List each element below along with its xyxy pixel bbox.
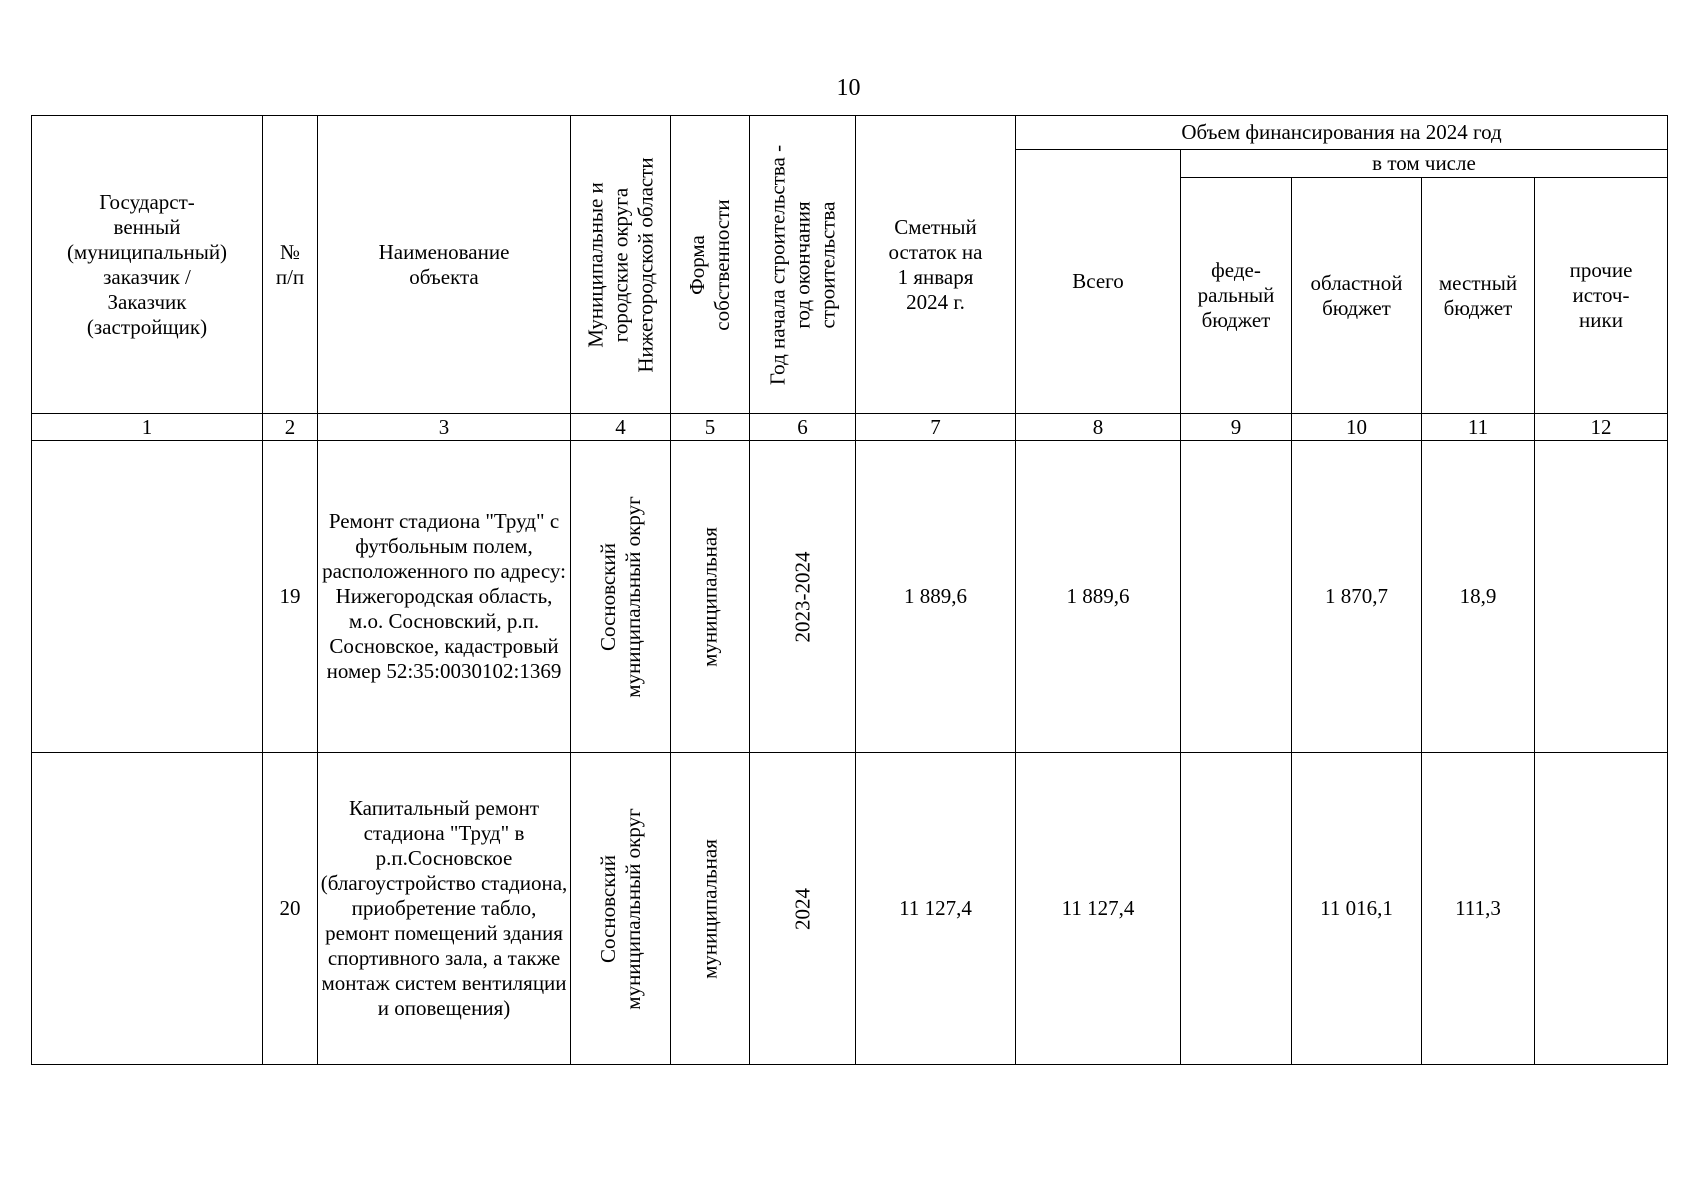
other-cell [1535,753,1668,1065]
column-number: 6 [750,414,856,441]
object-name-cell: Капитальный ремонт стадиона "Труд" в р.п.Сосновское (благоустройство стадиона, приобретение табло, ремонт помещений здания спортивного зала, а также монтаж систем вентиляции и оповещения) [318,753,571,1065]
estimate-cell: 11 127,4 [856,753,1016,1065]
regional-cell: 11 016,1 [1292,753,1422,1065]
estimate-cell: 1 889,6 [856,441,1016,753]
header-ownership-text: Форма собственности [685,198,734,331]
column-number: 10 [1292,414,1422,441]
header-object-name: Наименование объекта [318,116,571,414]
total-cell: 1 889,6 [1016,441,1181,753]
years-text: 2023-2024 [790,551,814,642]
header-municipality-text: Муниципальные и городские округа Нижегородской области [583,156,657,373]
ownership-cell [671,753,750,1065]
header-years [750,116,856,414]
federal-cell [1181,753,1292,1065]
years-text: 2024 [790,887,814,930]
header-row-1 [32,116,1668,150]
column-number: 4 [571,414,671,441]
row-number: 19 [263,441,318,753]
ownership-cell [671,441,750,753]
column-number-row [32,414,1668,441]
customer-cell [32,441,263,753]
table-row [32,441,1668,753]
column-number: 1 [32,414,263,441]
financing-table [31,115,1668,1065]
column-number: 12 [1535,414,1668,441]
column-number: 9 [1181,414,1292,441]
row-number: 20 [263,753,318,1065]
header-ownership [671,116,750,414]
other-cell [1535,441,1668,753]
municipality-text: Сосновский муниципальный округ [595,807,645,1010]
years-cell [750,441,856,753]
object-name-cell: Ремонт стадиона "Труд" с футбольным полем, расположенного по адресу: Нижегородская область, м.о. Сосновский, р.п. Сосновское, кадастровый номер 52:35:0030102:1369 [318,441,571,753]
header-local: местный бюджет [1422,178,1535,414]
page-number: 10 [836,75,861,101]
years-cell [750,753,856,1065]
header-including: в том числе [1181,150,1668,178]
federal-cell [1181,441,1292,753]
header-regional: областной бюджет [1292,178,1422,414]
header-customer: Государст- венный (муниципальный) заказчик / Заказчик (застройщик) [32,116,263,414]
column-number: 3 [318,414,571,441]
ownership-text: муниципальная [697,526,722,667]
municipality-cell [571,753,671,1065]
header-years-text: Год начала строительства - год окончания строительства [765,144,839,385]
header-total: Всего [1016,150,1181,414]
header-other: прочие источ- ники [1535,178,1668,414]
municipality-text: Сосновский муниципальный округ [595,495,645,698]
header-estimate: Сметный остаток на 1 января 2024 г. [856,116,1016,414]
header-row-no: № п/п [263,116,318,414]
ownership-text: муниципальная [697,838,722,979]
column-number: 11 [1422,414,1535,441]
column-number: 2 [263,414,318,441]
municipality-cell [571,441,671,753]
column-number: 5 [671,414,750,441]
total-cell: 11 127,4 [1016,753,1181,1065]
local-cell: 18,9 [1422,441,1535,753]
customer-cell [32,753,263,1065]
column-number: 7 [856,414,1016,441]
header-municipality [571,116,671,414]
column-number: 8 [1016,414,1181,441]
table-row [32,753,1668,1065]
header-funding-group: Объем финансирования на 2024 год [1016,116,1668,150]
regional-cell: 1 870,7 [1292,441,1422,753]
header-federal: феде- ральный бюджет [1181,178,1292,414]
local-cell: 111,3 [1422,753,1535,1065]
